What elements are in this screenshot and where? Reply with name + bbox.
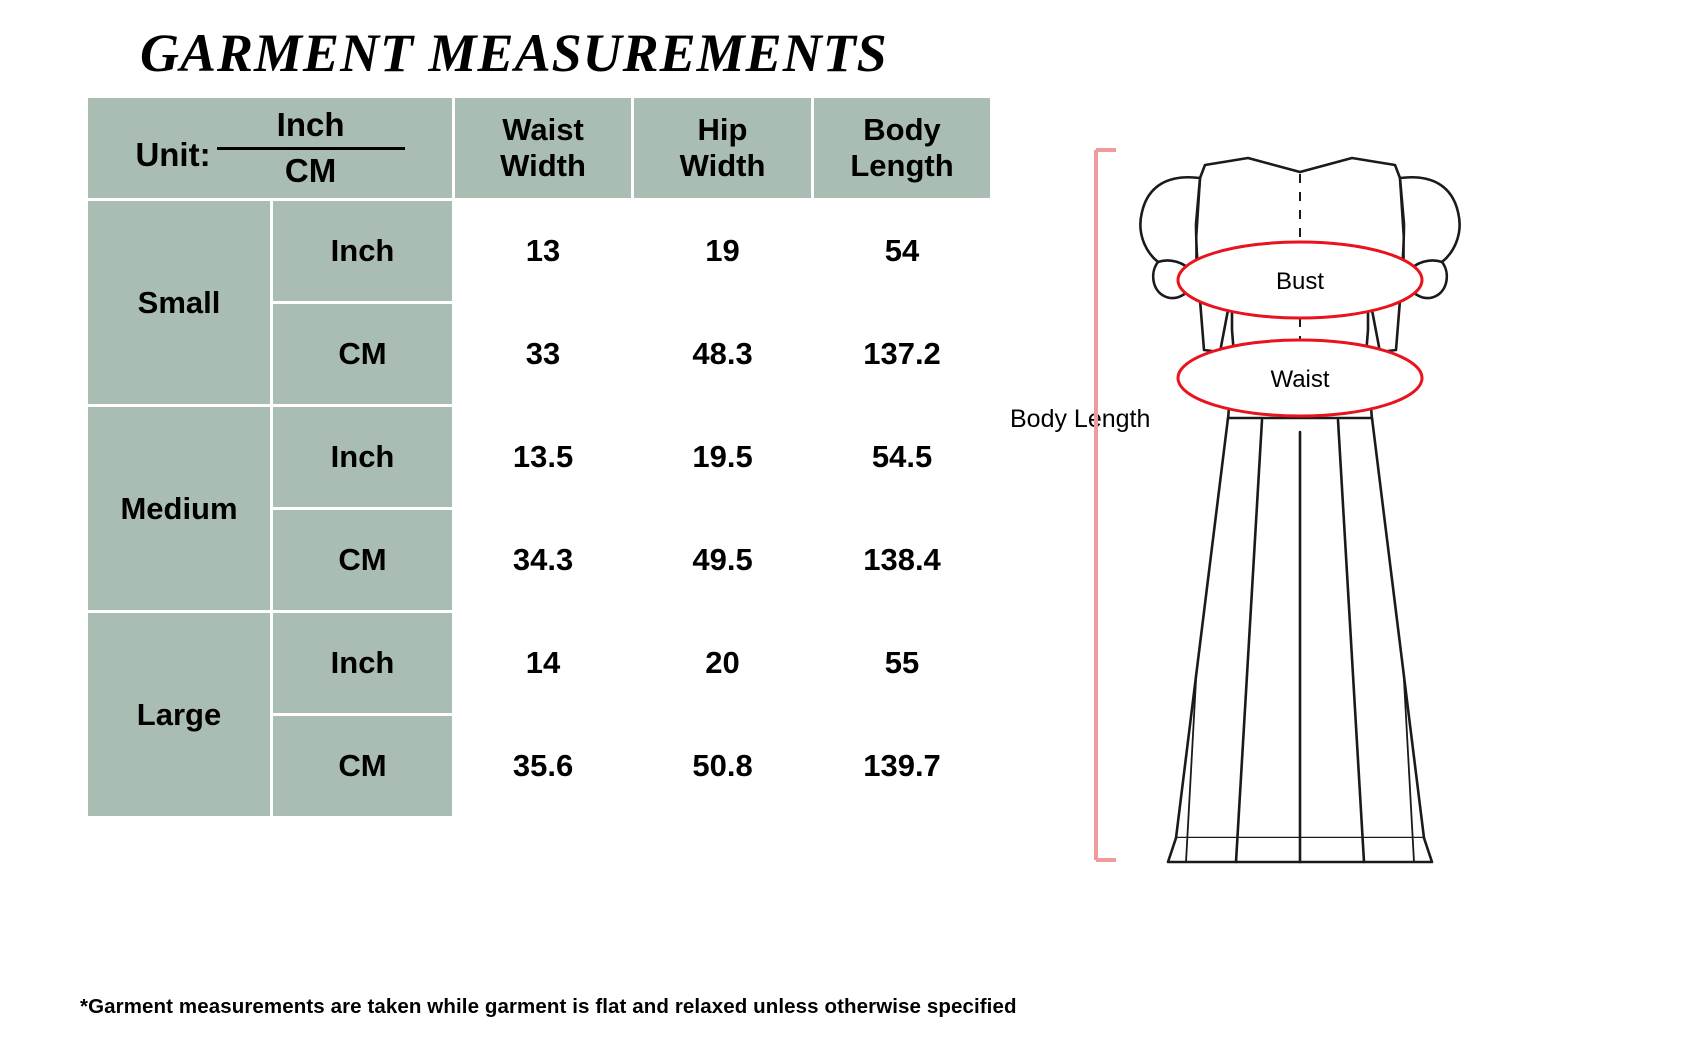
size-label-large: Large [87,612,272,818]
table-row [87,406,992,509]
cell-body-length: 138.4 [813,509,992,612]
cell-body-length: 54.5 [813,406,992,509]
cell-hip-width: 19 [633,200,813,303]
page-title: GARMENT MEASUREMENTS [140,23,888,83]
unit-label: Unit: [135,136,211,173]
cell-body-length: 54 [813,200,992,303]
cell-hip-width: 48.3 [633,303,813,406]
size-label-medium: Medium [87,406,272,612]
size-label-small: Small [87,200,272,406]
column-header-line1: Waist [502,112,584,148]
cell-body-length: 55 [813,612,992,715]
unit-header-cell [87,97,454,200]
column-header-line2: Width [679,148,766,183]
garment-illustration [1000,120,1700,950]
waist-callout [1178,340,1422,416]
cell-waist-width: 34.3 [454,509,633,612]
column-header-line1: Body [863,112,941,148]
body-length-bracket-icon [1096,150,1116,860]
unit-cell-cm: CM [272,303,454,406]
cell-hip-width: 50.8 [633,715,813,818]
column-header-line2: Length [850,148,954,183]
footnote-text: *Garment measurements are taken while garment is flat and relaxed unless otherwise specified [80,995,1017,1018]
bust-callout [1178,242,1422,318]
column-header-line1: Hip [697,112,748,148]
table-row [87,200,992,303]
table-row [87,612,992,715]
table-header-row [87,97,992,200]
cell-waist-width: 33 [454,303,633,406]
unit-inch-label: Inch [276,105,345,143]
cell-body-length: 137.2 [813,303,992,406]
bust-label: Bust [1275,268,1325,295]
unit-cm-label: CM [284,151,337,189]
column-header-waist-width [454,97,633,200]
body-length-label: Body Length [1010,405,1151,433]
column-header-line2: Width [500,148,586,183]
cell-waist-width: 35.6 [454,715,633,818]
unit-cell-inch: Inch [272,200,454,303]
measurements-table [85,95,993,819]
measurements-table-container [85,95,990,819]
cell-waist-width: 13.5 [454,406,633,509]
cell-body-length: 139.7 [813,715,992,818]
unit-cell-inch: Inch [272,612,454,715]
cell-waist-width: 14 [454,612,633,715]
cell-waist-width: 13 [454,200,633,303]
cell-hip-width: 19.5 [633,406,813,509]
waist-label: Waist [1270,366,1330,393]
unit-cell-inch: Inch [272,406,454,509]
column-header-body-length [813,97,992,200]
cell-hip-width: 49.5 [633,509,813,612]
cell-hip-width: 20 [633,612,813,715]
column-header-hip-width [633,97,813,200]
unit-cell-cm: CM [272,715,454,818]
unit-cell-cm: CM [272,509,454,612]
